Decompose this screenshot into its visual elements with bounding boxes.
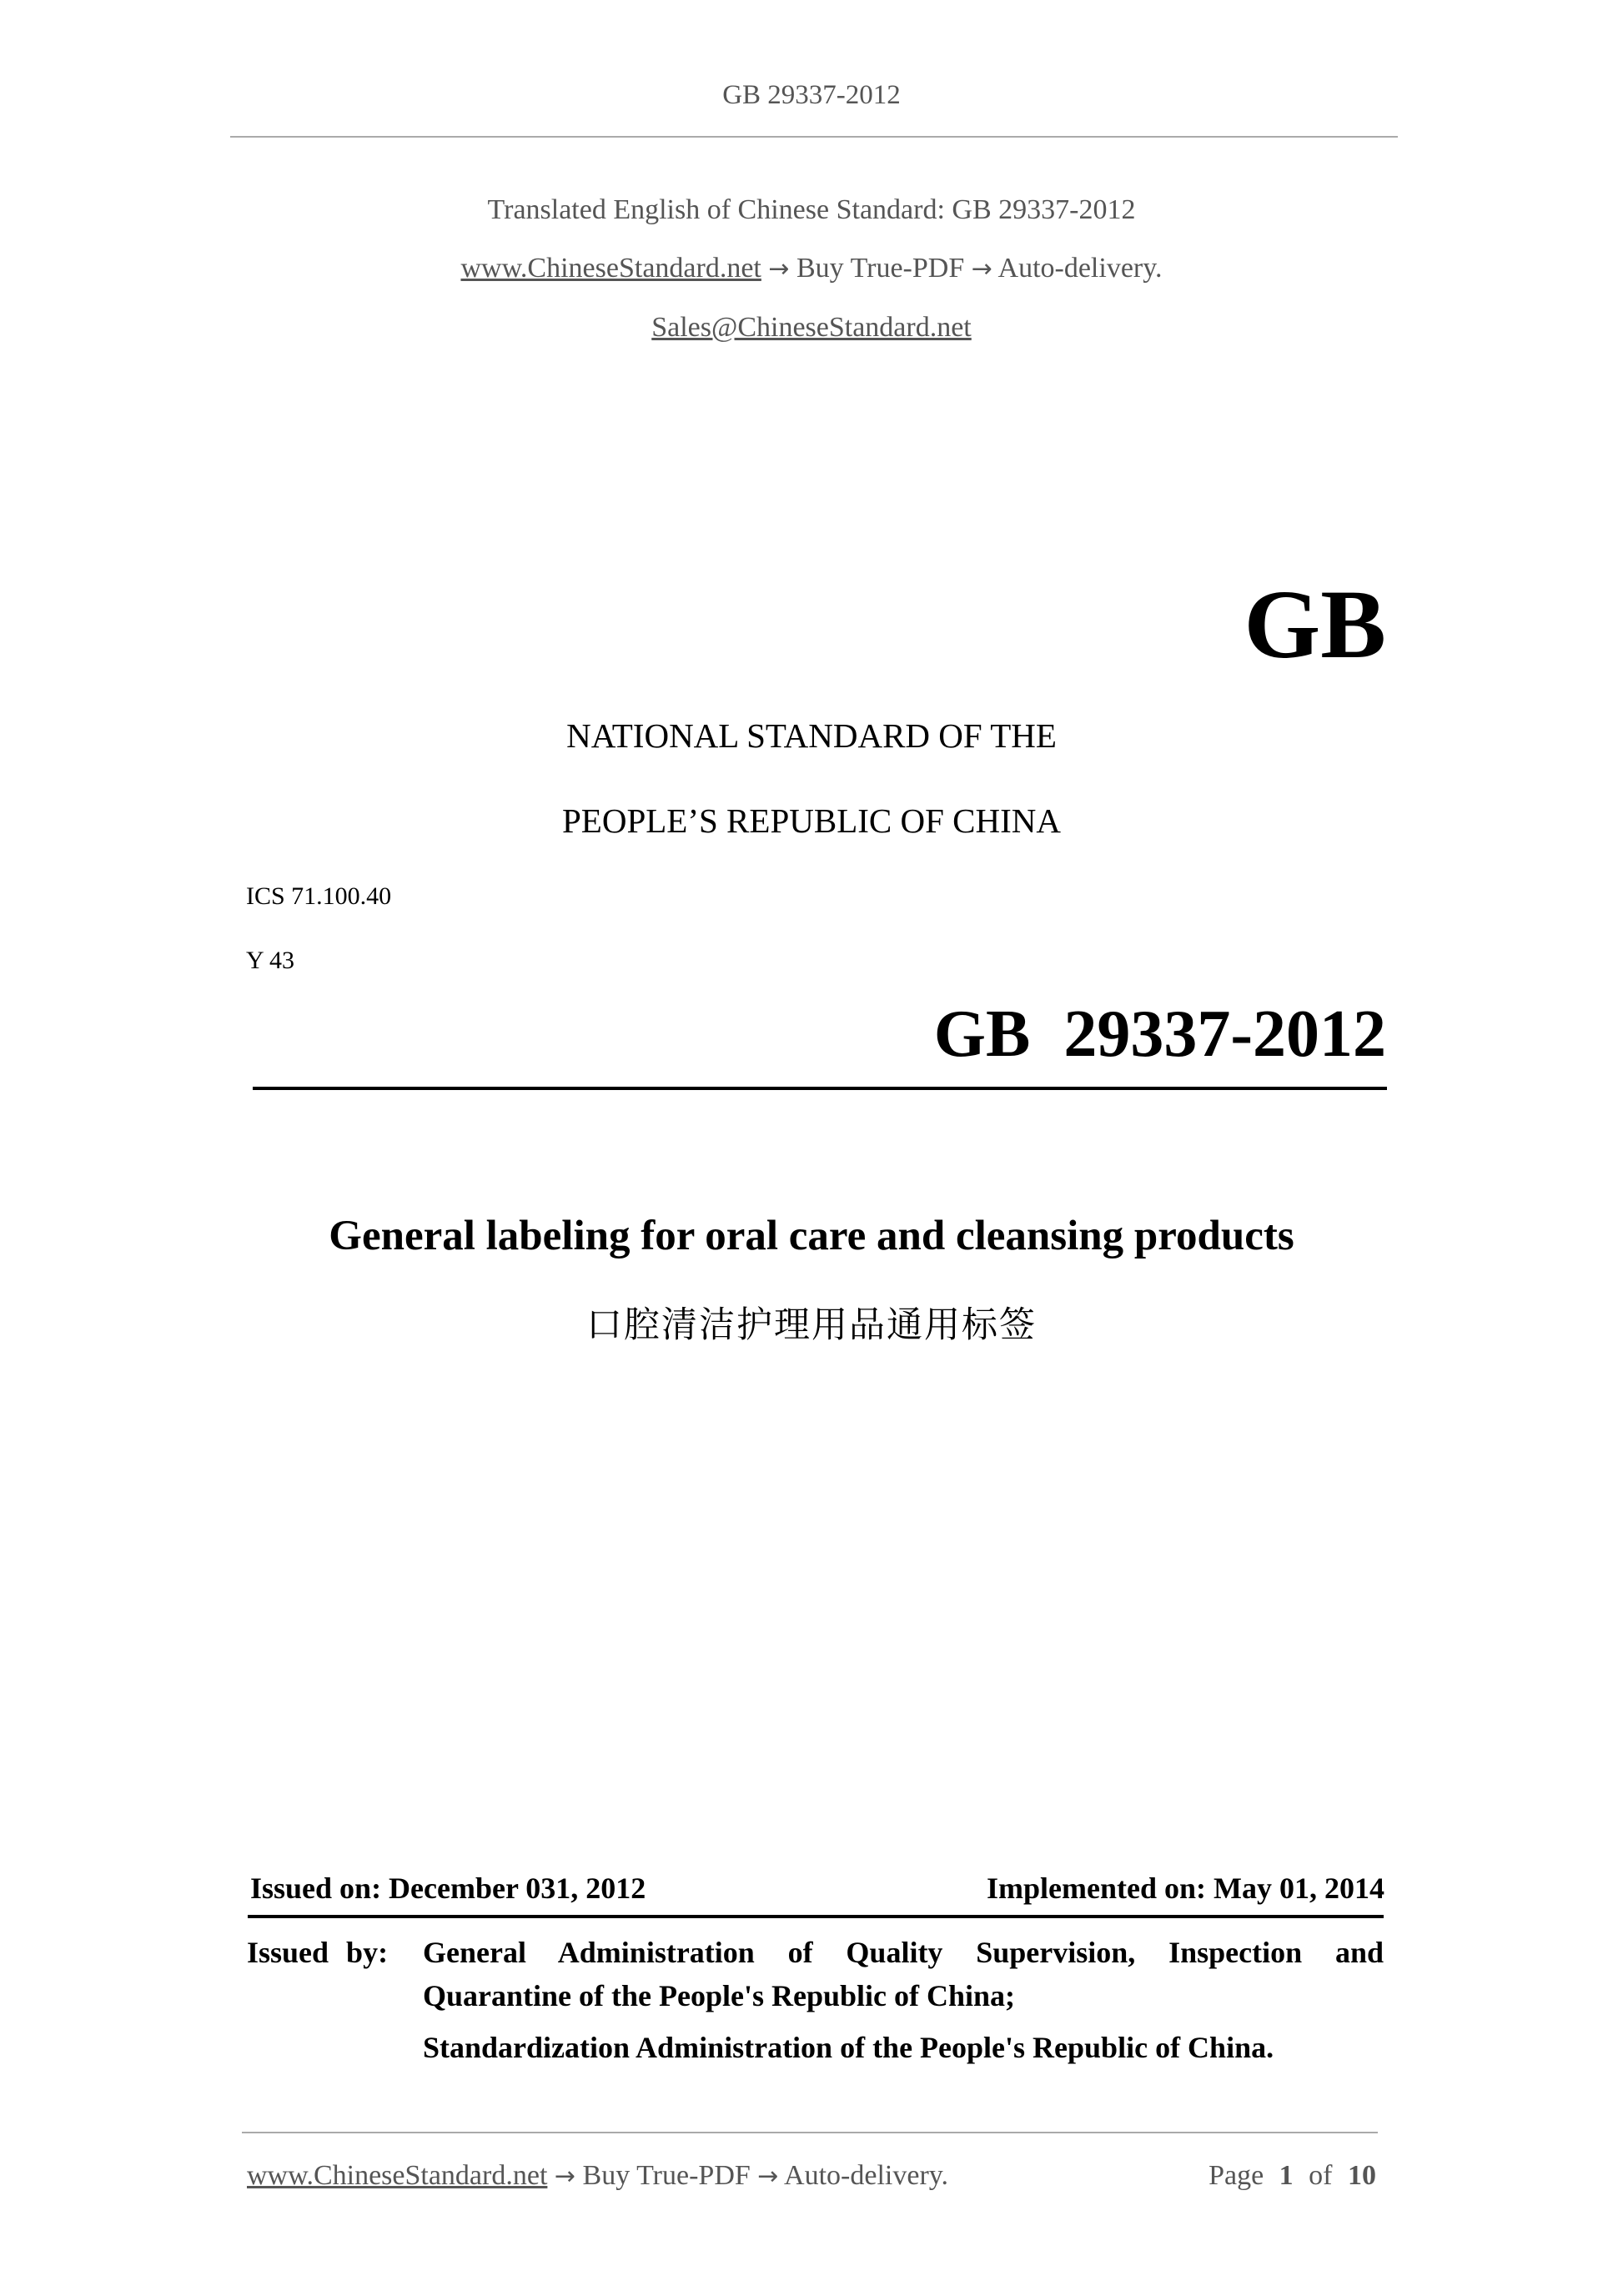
national-standard-line1: NATIONAL STANDARD OF THE: [566, 716, 1057, 755]
classification-code: Y 43: [246, 947, 295, 974]
ics-code: ICS 71.100.40: [246, 882, 392, 910]
footer-auto-text: Auto-delivery.: [784, 2160, 949, 2191]
page-indicator: [1208, 2160, 1376, 2192]
page-total: 10: [1348, 2160, 1376, 2191]
page-word: Page: [1208, 2160, 1264, 2191]
page-current: 1: [1279, 2160, 1294, 2191]
arrow-right-icon: →: [554, 2162, 576, 2191]
site-link[interactable]: www.ChineseStandard.net: [460, 253, 761, 284]
issuing-org-2: Standardization Administration of the People's Republic of China.: [423, 2031, 1274, 2064]
sales-email-link[interactable]: Sales@ChineseStandard.net: [651, 312, 972, 343]
buy-true-pdf-text: Buy True-PDF: [796, 253, 965, 284]
issued-rule: [248, 1915, 1384, 1918]
implemented-on: Implemented on: May 01, 2014: [987, 1871, 1384, 1905]
banner-line3: [0, 312, 1623, 344]
footer-left: [247, 2160, 948, 2192]
issuing-org-1-line1: General Administration of Quality Supervision, Inspection and: [423, 1936, 1384, 1969]
title-chinese: 口腔清洁护理用品通用标签: [586, 1304, 1037, 1346]
of-word: of: [1309, 2160, 1333, 2191]
header-rule: [230, 136, 1398, 138]
footer-rule: [242, 2132, 1378, 2133]
national-standard-line2: PEOPLE’S REPUBLIC OF CHINA: [562, 801, 1061, 840]
arrow-right-icon: →: [971, 254, 992, 284]
standard-number-rule: [253, 1087, 1387, 1090]
running-header: GB 29337-2012: [722, 80, 901, 110]
issued-by-label: Issued by:: [247, 1936, 389, 1969]
banner-line1: Translated English of Chinese Standard: GB 29337-2012: [487, 194, 1136, 225]
auto-delivery-text: Auto-delivery.: [997, 253, 1163, 284]
title-english: General labeling for oral care and cleansing products: [329, 1213, 1294, 1259]
arrow-right-icon: →: [757, 2162, 779, 2191]
standard-number: GB 29337-2012: [933, 997, 1386, 1071]
footer-buy-text: Buy True-PDF: [582, 2160, 751, 2191]
arrow-right-icon: →: [768, 254, 790, 284]
banner-line2: [0, 253, 1623, 284]
issued-on: Issued on: December 031, 2012: [250, 1871, 646, 1905]
footer-site-link[interactable]: www.ChineseStandard.net: [247, 2160, 548, 2191]
issuing-org-1-line2: Quarantine of the People's Republic of China;: [423, 1979, 1016, 2012]
gb-logo: GB: [1244, 570, 1386, 679]
